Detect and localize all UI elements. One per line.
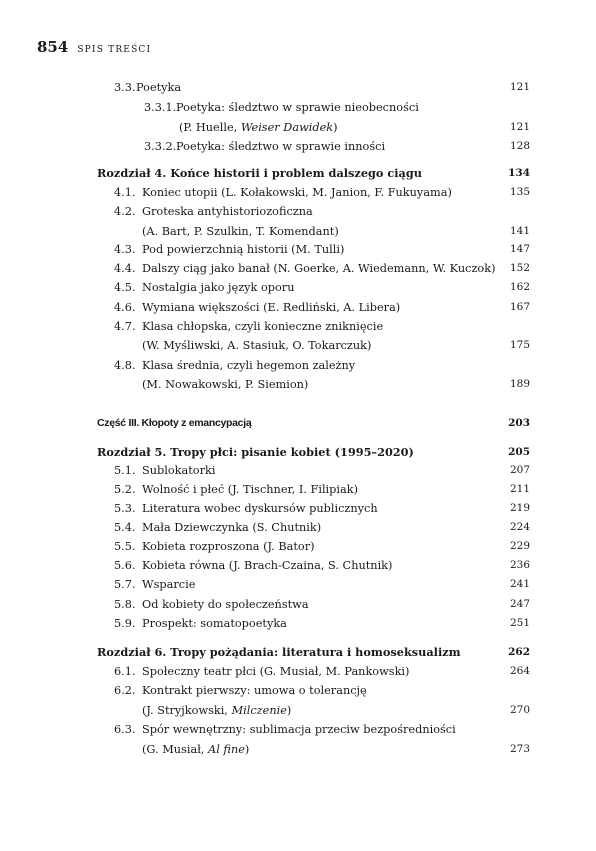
toc-entry-number: 5.7. <box>114 578 136 591</box>
toc-entry-number: 6.1. <box>114 665 136 678</box>
page-number: 854 <box>37 38 69 56</box>
toc-page-number: 224 <box>509 521 530 533</box>
toc-page-number: 152 <box>509 262 530 274</box>
toc-entry-number: 4.6. <box>114 301 136 314</box>
toc-entry-title: Kobieta równa (J. Brach-Czaina, S. Chutnik) <box>142 559 393 572</box>
toc-entry-title: Mała Dziewczynka (S. Chutnik) <box>142 521 322 534</box>
toc-page-number: 128 <box>509 140 530 152</box>
toc-entry-title: Społeczny teatr płci (G. Musiał, M. Pankowski) <box>142 665 410 678</box>
toc-page-number: 189 <box>509 378 530 390</box>
toc-entry-title: Poetyka: śledztwo w sprawie inności <box>176 140 386 153</box>
toc-page-number: 264 <box>509 665 530 677</box>
toc-entry-title: Nostalgia jako język oporu <box>142 281 295 294</box>
toc-page-number: 241 <box>509 578 530 590</box>
toc-chapter-title: Rozdział 6. Tropy pożądania: literatura i homoseksualizm <box>97 645 461 659</box>
toc-entry-number: 5.5. <box>114 540 136 553</box>
toc-entry-title: Koniec utopii (L. Kołakowski, M. Janion, F. Fukuyama) <box>142 186 452 199</box>
toc-page-number: 134 <box>508 167 530 179</box>
toc-entry-number: 5.4. <box>114 521 136 534</box>
toc-page-number: 229 <box>509 540 530 552</box>
toc-page-number: 211 <box>509 483 530 495</box>
toc-page-number: 121 <box>509 121 530 133</box>
toc-entry-title: Wymiana większości (E. Redliński, A. Libera) <box>142 301 401 314</box>
toc-entry-title: Sublokatorki <box>142 464 216 477</box>
toc-page-number: 273 <box>509 743 530 755</box>
toc-page-number: 121 <box>509 81 530 93</box>
toc-entry-title: Poetyka: śledztwo w sprawie nieobecności <box>176 101 419 114</box>
toc-entry-number: 4.8. <box>114 359 136 372</box>
toc-entry-number: 5.8. <box>114 598 136 611</box>
toc-entry-title: Wolność i płeć (J. Tischner, I. Filipiak) <box>142 483 358 496</box>
toc-part-title: Część III. Kłopoty z emancypacją <box>97 417 252 429</box>
toc-entry-number: 4.3. <box>114 243 136 256</box>
toc-page-number: 135 <box>509 186 530 198</box>
toc-entry-title: Poetyka <box>136 81 182 94</box>
toc-entry-number: 5.3. <box>114 502 136 515</box>
toc-entry-number: 4.5. <box>114 281 136 294</box>
toc-entry-title: Pod powierzchnią historii (M. Tulli) <box>142 243 345 256</box>
toc-entry-title: Wsparcie <box>142 578 196 591</box>
toc-entry-italic-title: Al fine <box>208 743 245 756</box>
toc-entry-number: 3.3.2. <box>144 140 177 153</box>
toc-entry-title: Groteska antyhistoriozoficzna <box>142 205 313 218</box>
toc-entry-number: 5.9. <box>114 617 136 630</box>
toc-entry-number: 4.1. <box>114 186 136 199</box>
toc-entry-number: 4.7. <box>114 320 136 333</box>
toc-page-number: 162 <box>509 281 530 293</box>
toc-entry-number: 4.4. <box>114 262 136 275</box>
toc-entry-title: Klasa średnia, czyli hegemon zależny <box>142 359 356 372</box>
toc-entry-number: 5.2. <box>114 483 136 496</box>
toc-entry-title: Kobieta rozproszona (J. Bator) <box>142 540 315 553</box>
toc-entry-italic-title: Milczenie <box>231 704 287 717</box>
toc-chapter-title: Rozdział 5. Tropy płci: pisanie kobiet (1995–2020) <box>97 445 414 459</box>
toc-page-number: 147 <box>509 243 530 255</box>
toc-page-number: 203 <box>508 417 530 429</box>
toc-entry-number: 6.3. <box>114 723 136 736</box>
toc-entry-title: (W. Myśliwski, A. Stasiuk, O. Tokarczuk) <box>142 339 372 352</box>
toc-entry-number: 4.2. <box>114 205 136 218</box>
toc-page-number: 167 <box>509 301 530 313</box>
running-title: SPIS TREŚCI <box>77 45 152 55</box>
toc-page-number: 219 <box>509 502 530 514</box>
toc-page-number: 270 <box>509 704 530 716</box>
toc-page-number: 247 <box>509 598 530 610</box>
toc-page-number: 175 <box>509 339 530 351</box>
toc-entry-number: 3.3. <box>114 81 136 94</box>
toc-entry-title: (P. Huelle, Weiser Dawidek) <box>179 121 338 134</box>
toc-page-number: 262 <box>508 646 530 658</box>
toc-page-number: 236 <box>509 559 530 571</box>
toc-page-number: 251 <box>509 617 530 629</box>
toc-entry-title: Klasa chłopska, czyli konieczne zniknięcie <box>142 320 384 333</box>
toc-entry-title: Spór wewnętrzny: sublimacja przeciw bezpośredniości <box>142 723 456 736</box>
toc-entry-title: Dalszy ciąg jako banał (N. Goerke, A. Wiedemann, W. Kuczok) <box>142 262 496 275</box>
toc-entry-italic-title: Weiser Dawidek <box>240 121 334 134</box>
toc-page-number: 141 <box>509 225 530 237</box>
toc-entry-number: 6.2. <box>114 684 136 697</box>
toc-entry-title: Od kobiety do społeczeństwa <box>142 598 309 611</box>
toc-page-number: 205 <box>508 446 530 458</box>
toc-entry-title: (G. Musiał, Al fine) <box>142 743 250 756</box>
toc-entry-number: 3.3.1. <box>144 101 177 114</box>
toc-entry-number: 5.6. <box>114 559 136 572</box>
toc-entry-title: (J. Stryjkowski, Milczenie) <box>142 704 292 717</box>
toc-entry-title: (A. Bart, P. Szulkin, T. Komendant) <box>142 225 339 238</box>
toc-entry-title: Kontrakt pierwszy: umowa o tolerancję <box>142 684 367 697</box>
toc-page-number: 207 <box>509 464 530 476</box>
toc-entry-number: 5.1. <box>114 464 136 477</box>
toc-entry-title: Literatura wobec dyskursów publicznych <box>142 502 378 515</box>
toc-entry-title: (M. Nowakowski, P. Siemion) <box>142 378 309 391</box>
toc-chapter-title: Rozdział 4. Końce historii i problem dalszego ciągu <box>97 166 422 180</box>
toc-entry-title: Prospekt: somatopoetyka <box>142 617 287 630</box>
